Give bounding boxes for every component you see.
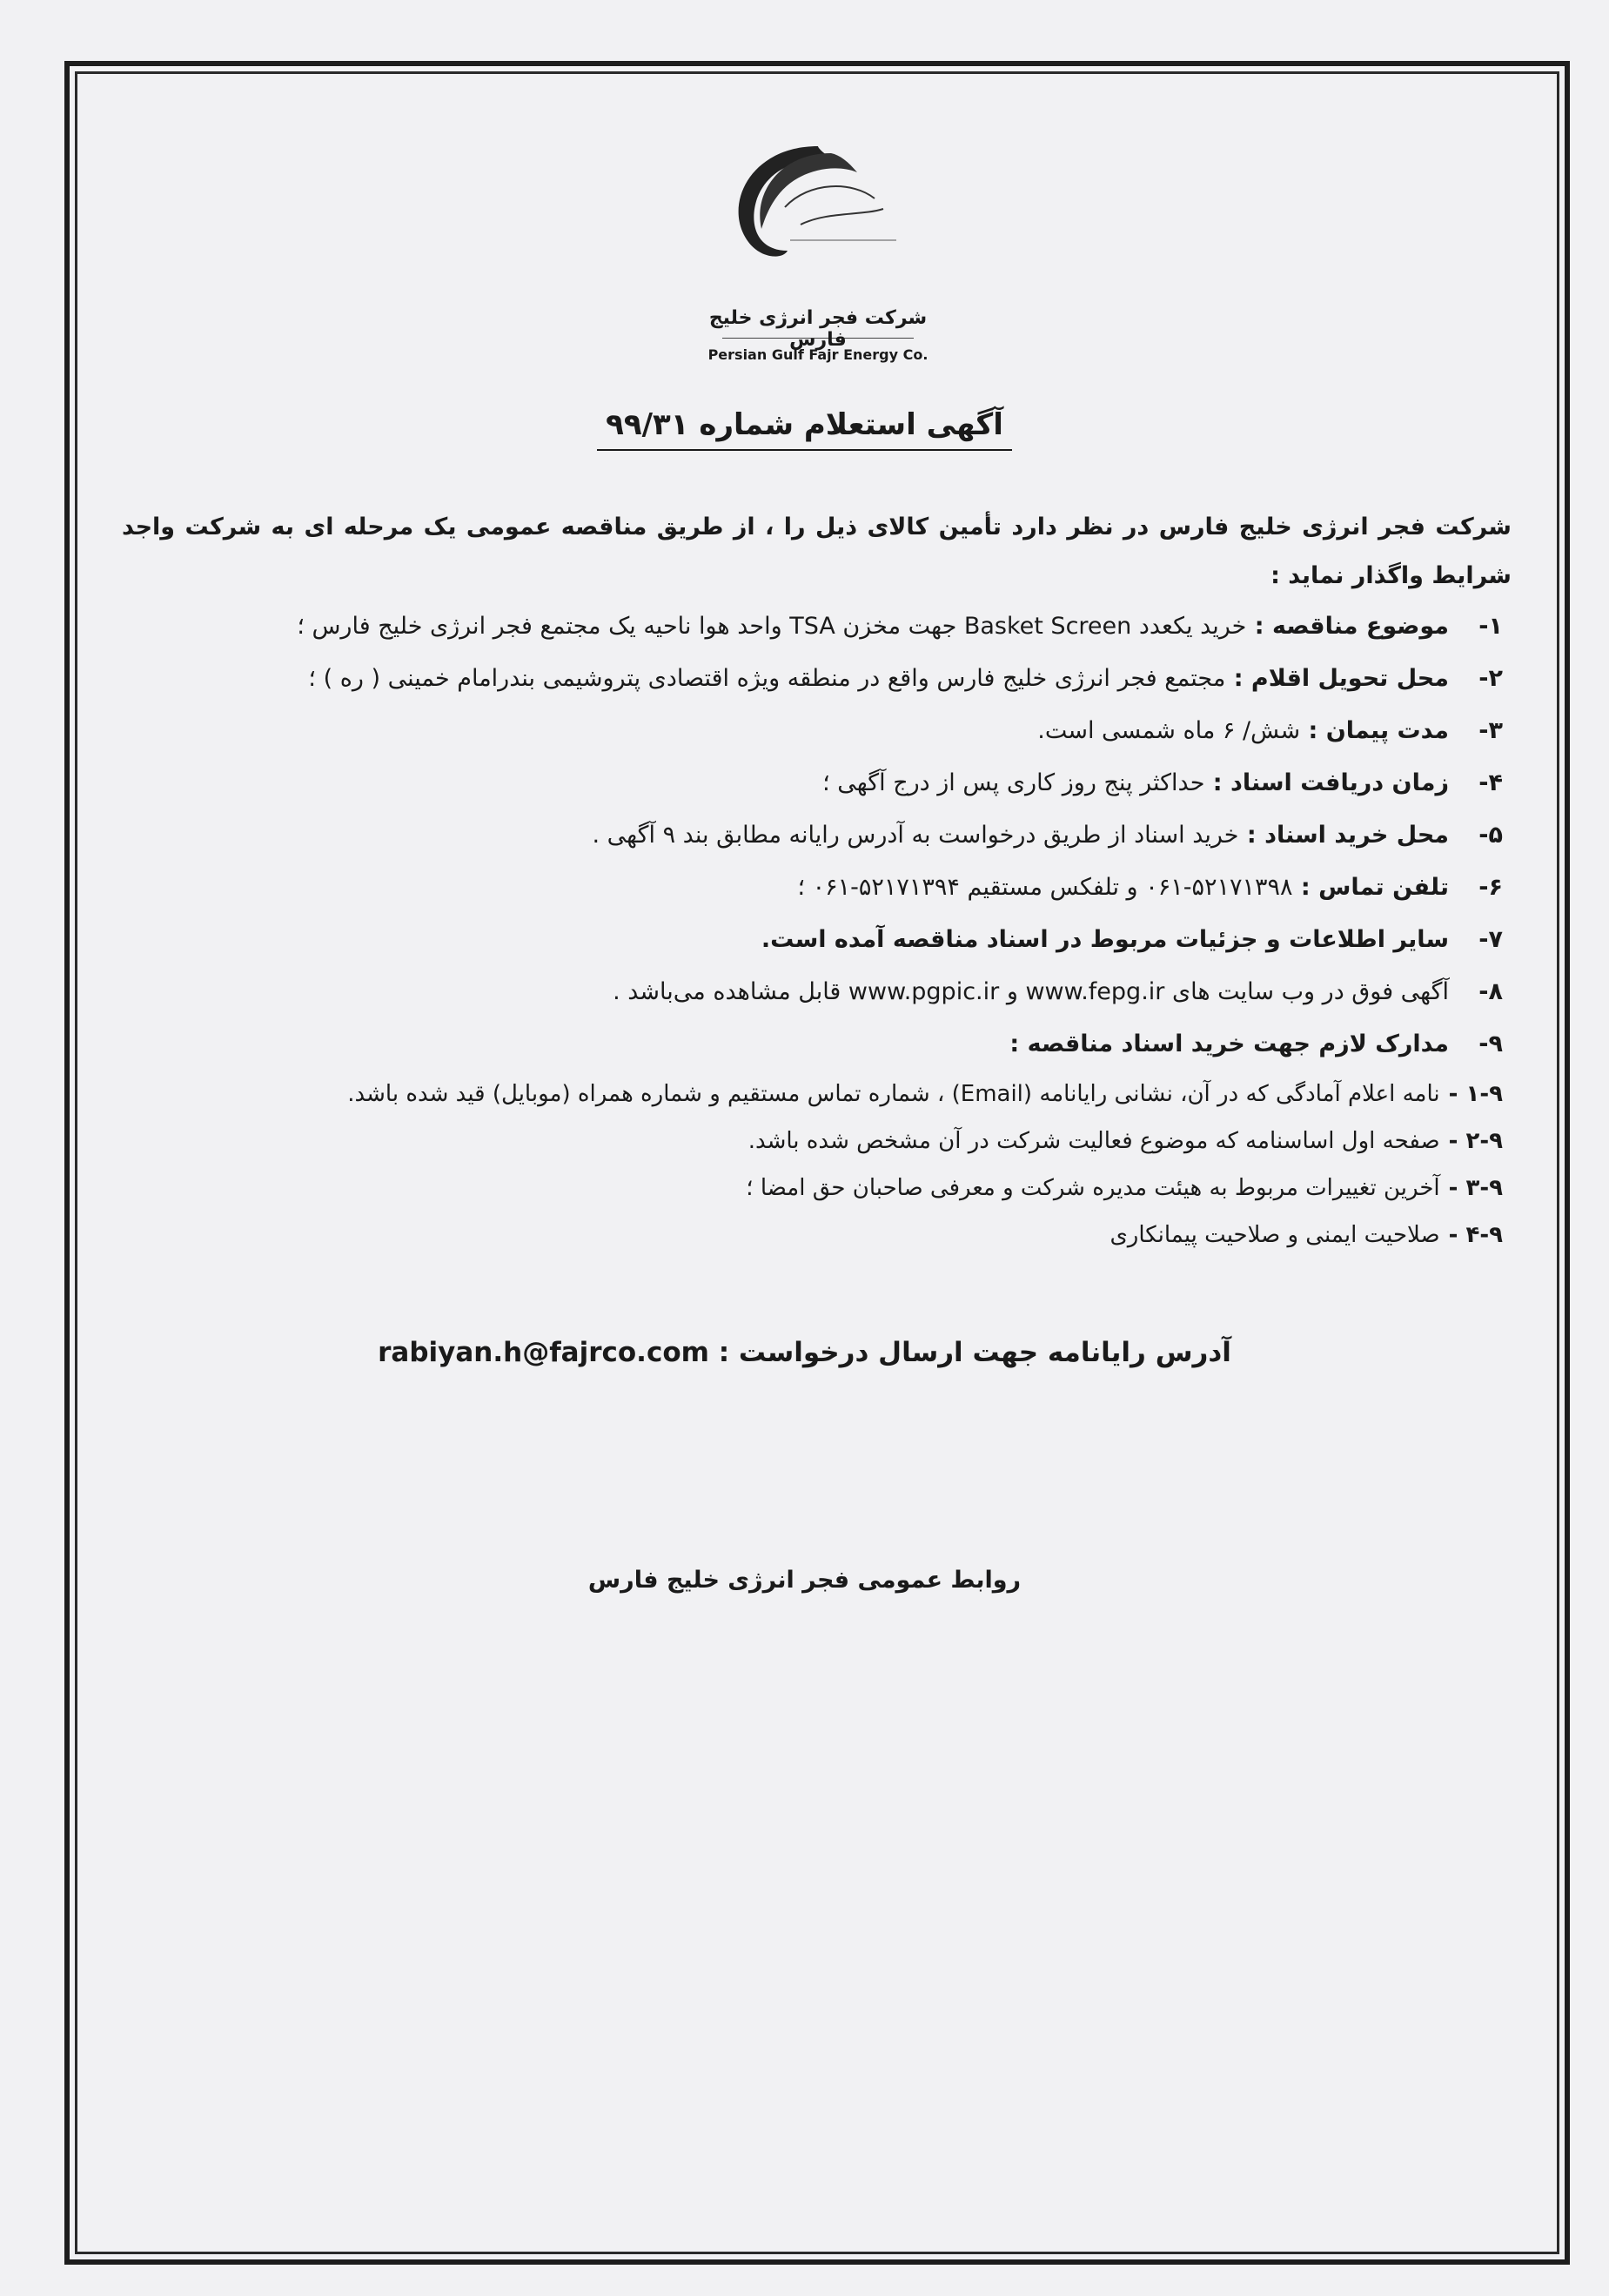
- email-address[interactable]: rabiyan.h@fajrco.com: [378, 1337, 709, 1368]
- sub-list-item: [122, 1071, 1503, 1118]
- subitem-text: نامه اعلام آمادگی که در آن، نشانی رایانامه (Email) ، شماره تماس مستقیم و شماره همراه (موبایل) قید شده باشد.: [347, 1081, 1440, 1107]
- logo-company-name-en: Persian Gulf Fajr Energy Co.: [707, 346, 929, 363]
- item-number: ۹-: [1478, 1031, 1503, 1057]
- subitems-list: [122, 1071, 1512, 1259]
- item-label: سایر اطلاعات و جزئیات مربوط در اسناد مناقصه آمده است.: [761, 926, 1449, 953]
- subitem-text: صفحه اول اساسنامه که موضوع فعالیت شرکت در آن مشخص شده باشد.: [748, 1128, 1440, 1154]
- email-label: آدرس رایانامه جهت ارسال درخواست :: [718, 1337, 1231, 1368]
- item-number: ۱-: [1478, 613, 1503, 640]
- list-item: [122, 862, 1503, 914]
- list-item: [122, 601, 1503, 653]
- item-number: ۳-: [1478, 717, 1503, 744]
- email-line: [0, 1337, 1609, 1368]
- document-title: [0, 407, 1609, 442]
- subitem-number: ۱-۹ -: [1448, 1081, 1503, 1107]
- item-label: تلفن تماس :: [1292, 874, 1449, 901]
- list-item: [122, 966, 1503, 1018]
- subitem-number: ۴-۹ -: [1448, 1222, 1503, 1248]
- subitem-number: ۲-۹ -: [1448, 1128, 1503, 1154]
- subitem-text: صلاحیت ایمنی و صلاحیت پیمانکاری: [1110, 1222, 1440, 1248]
- intro-paragraph: شرکت فجر انرژی خلیج فارس در نظر دارد تأمین کالای ذیل را ، از طریق مناقصه عمومی یک مرحله ای به شرکت واجد شرایط واگذار نماید :: [122, 514, 1512, 589]
- subitem-text: آخرین تغییرات مربوط به هیئت مدیره شرکت و معرفی صاحبان حق امضا ؛: [746, 1175, 1440, 1201]
- item-text: خرید اسناد از طریق درخواست به آدرس رایانه مطابق بند ۹ آگهی .: [592, 822, 1239, 849]
- item-text: آگهی فوق در وب سایت های www.fepg.ir و www.pgpic.ir قابل مشاهده می‌باشد .: [613, 978, 1449, 1005]
- item-number: ۶-: [1478, 874, 1503, 901]
- list-item: [122, 1018, 1503, 1071]
- item-label: مدت پیمان :: [1300, 717, 1449, 744]
- company-logo: [687, 129, 949, 373]
- item-label: محل تحویل اقلام :: [1225, 665, 1449, 692]
- logo-swirl-icon: [687, 129, 949, 303]
- item-number: ۸-: [1478, 978, 1503, 1005]
- sub-list-item: [122, 1118, 1503, 1165]
- item-label: مدارک لازم جهت خرید اسناد مناقصه :: [1009, 1031, 1449, 1057]
- item-number: ۵-: [1478, 822, 1503, 849]
- item-number: ۴-: [1478, 769, 1503, 796]
- logo-company-name-fa: شرکت فجر انرژی خلیج فارس: [708, 307, 928, 351]
- sub-list-item: [122, 1212, 1503, 1259]
- list-item: [122, 653, 1503, 705]
- item-text: ۵۲۱۷۱۳۹۸-۰۶۱ و تلفکس مستقیم ۵۲۱۷۱۳۹۴-۰۶۱ ؛: [797, 874, 1293, 901]
- list-item: [122, 914, 1503, 966]
- signature: روابط عمومی فجر انرژی خلیج فارس: [587, 1567, 1022, 1594]
- sub-list-item: [122, 1165, 1503, 1212]
- item-text: مجتمع فجر انرژی خلیج فارس واقع در منطقه ویژه اقتصادی پتروشیمی بندرامام خمینی ( ره ) ؛: [308, 665, 1226, 692]
- subitem-number: ۳-۹ -: [1448, 1175, 1503, 1201]
- item-text: خرید یکعدد Basket Screen جهت مخزن TSA واحد هوا ناحیه یک مجتمع فجر انرژی خلیج فارس ؛: [297, 613, 1247, 640]
- item-text: شش/ ۶ ماه شمسی است.: [1037, 717, 1301, 744]
- item-text: حداکثر پنج روز کاری پس از درج آگهی ؛: [822, 769, 1205, 796]
- item-number: ۲-: [1478, 665, 1503, 692]
- document-body: [122, 503, 1512, 1259]
- item-label: زمان دریافت اسناد :: [1204, 769, 1449, 796]
- items-list: [122, 601, 1512, 1071]
- item-label: محل خرید اسناد :: [1238, 822, 1449, 849]
- item-number: ۷-: [1478, 926, 1503, 953]
- item-label: موضوع مناقصه :: [1246, 613, 1449, 640]
- list-item: [122, 757, 1503, 809]
- title-text: آگهی استعلام شماره ۹۹/۳۱: [597, 407, 1012, 451]
- list-item: [122, 705, 1503, 757]
- list-item: [122, 809, 1503, 862]
